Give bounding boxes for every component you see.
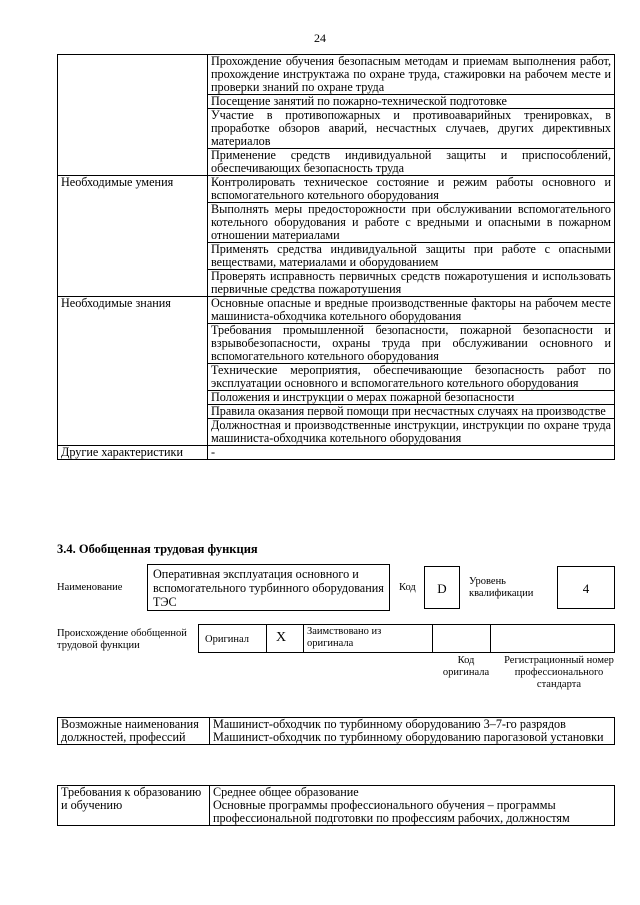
positions-label: Возможные наименования должностей, профессий bbox=[58, 718, 210, 745]
borrowed-label: Заимствовано из оригинала bbox=[307, 626, 382, 649]
row-item: Должностная и производственные инструкции, инструкции по охране труда машиниста-обходчика котельного оборудования bbox=[208, 419, 615, 446]
education-table bbox=[57, 785, 615, 826]
skills-knowledge-table bbox=[57, 54, 615, 460]
education-label: Требования к образованию и обучению bbox=[58, 786, 210, 826]
positions-values bbox=[210, 718, 615, 745]
position-item: Машинист-обходчик по турбинному оборудованию парогазовой установки bbox=[213, 730, 604, 744]
position-item: Машинист-обходчик по турбинному оборудованию 3–7-го разрядов bbox=[213, 717, 566, 731]
function-name-box bbox=[147, 564, 390, 611]
row-item: Участие в противопожарных и противоаварийных тренировках, в проработке обзоров аварий, несчастных случаев, других директивных материалов bbox=[208, 109, 615, 149]
row-item: Посещение занятий по пожарно-технической подготовке bbox=[208, 95, 615, 109]
row-item: Выполнять меры предосторожности при обслуживании вспомогательного котельного оборудования и работе с вредными и опасными в пожарном отношении материалами bbox=[208, 203, 615, 243]
row-item: Основные опасные и вредные производственные факторы на рабочем месте машиниста-обходчика котельного оборудования bbox=[208, 297, 615, 324]
education-item: Среднее общее образование bbox=[213, 785, 359, 799]
row-label: Другие характеристики bbox=[58, 446, 208, 460]
row-item: Технические мероприятия, обеспечивающие безопасность работ по эксплуатации основного и вспомогательного котельного оборудования bbox=[208, 364, 615, 391]
table-row bbox=[58, 446, 615, 460]
origin-divider-3 bbox=[432, 624, 433, 653]
row-item: Проверять исправность первичных средств пожаротушения и использовать первичные средства пожаротушения bbox=[208, 270, 615, 297]
code-original-caption: Код оригинала bbox=[442, 655, 490, 678]
row-label: Необходимые умения bbox=[58, 176, 208, 297]
education-values bbox=[210, 786, 615, 826]
origin-divider-4 bbox=[490, 624, 491, 653]
level-box bbox=[557, 566, 615, 609]
education-item: Основные программы профессионального обучения – программы профессиональной подготовки по профессиям рабочих, должностям bbox=[213, 798, 570, 825]
page-number: 24 bbox=[314, 31, 326, 45]
code-label: Код bbox=[399, 582, 416, 593]
row-label bbox=[58, 55, 208, 176]
table-row bbox=[58, 297, 615, 324]
level-label: Уровень квалификации bbox=[469, 576, 534, 599]
origin-divider-2 bbox=[303, 624, 304, 653]
row-item: Контролировать техническое состояние и режим работы основного и вспомогательного котельного оборудования bbox=[208, 176, 615, 203]
row-item: Применение средств индивидуальной защиты и приспособлений, обеспечивающих безопасность труда bbox=[208, 149, 615, 176]
row-item: - bbox=[208, 446, 615, 460]
code-box bbox=[424, 566, 460, 609]
row-item: Применять средства индивидуальной защиты при работе с опасными веществами, материалами и оборудованием bbox=[208, 243, 615, 270]
original-label: Оригинал bbox=[205, 634, 249, 645]
row-label: Необходимые знания bbox=[58, 297, 208, 446]
row-item: Правила оказания первой помощи при несчастных случаях на производстве bbox=[208, 405, 615, 419]
table-row bbox=[58, 176, 615, 203]
positions-table bbox=[57, 717, 615, 745]
origin-label: Происхождение обобщенной трудовой функции bbox=[57, 628, 187, 651]
row-item: Положения и инструкции о мерах пожарной безопасности bbox=[208, 391, 615, 405]
name-label: Наименование bbox=[57, 582, 123, 593]
code-value: D bbox=[437, 581, 447, 596]
level-value: 4 bbox=[582, 581, 590, 596]
registration-number-caption: Регистрационный номер профессионального стандарта bbox=[504, 655, 614, 690]
origin-divider-1 bbox=[266, 624, 267, 653]
row-item: Требования промышленной безопасности, пожарной безопасности и взрывобезопасности, охраны труда при обслуживании основного и вспомогательного котельного оборудования bbox=[208, 324, 615, 364]
row-item: Прохождение обучения безопасным методам и приемам выполнения работ, прохождение инструктажа по охране труда, стажировки на рабочем месте и проверки знаний по охране труда bbox=[208, 55, 615, 95]
original-mark: X bbox=[276, 630, 287, 645]
table-row bbox=[58, 55, 615, 95]
function-name-value: Оперативная эксплуатация основного и вспомогательного турбинного оборудования ТЭС bbox=[153, 567, 384, 609]
section-heading: 3.4. Обобщенная трудовая функция bbox=[57, 542, 258, 556]
